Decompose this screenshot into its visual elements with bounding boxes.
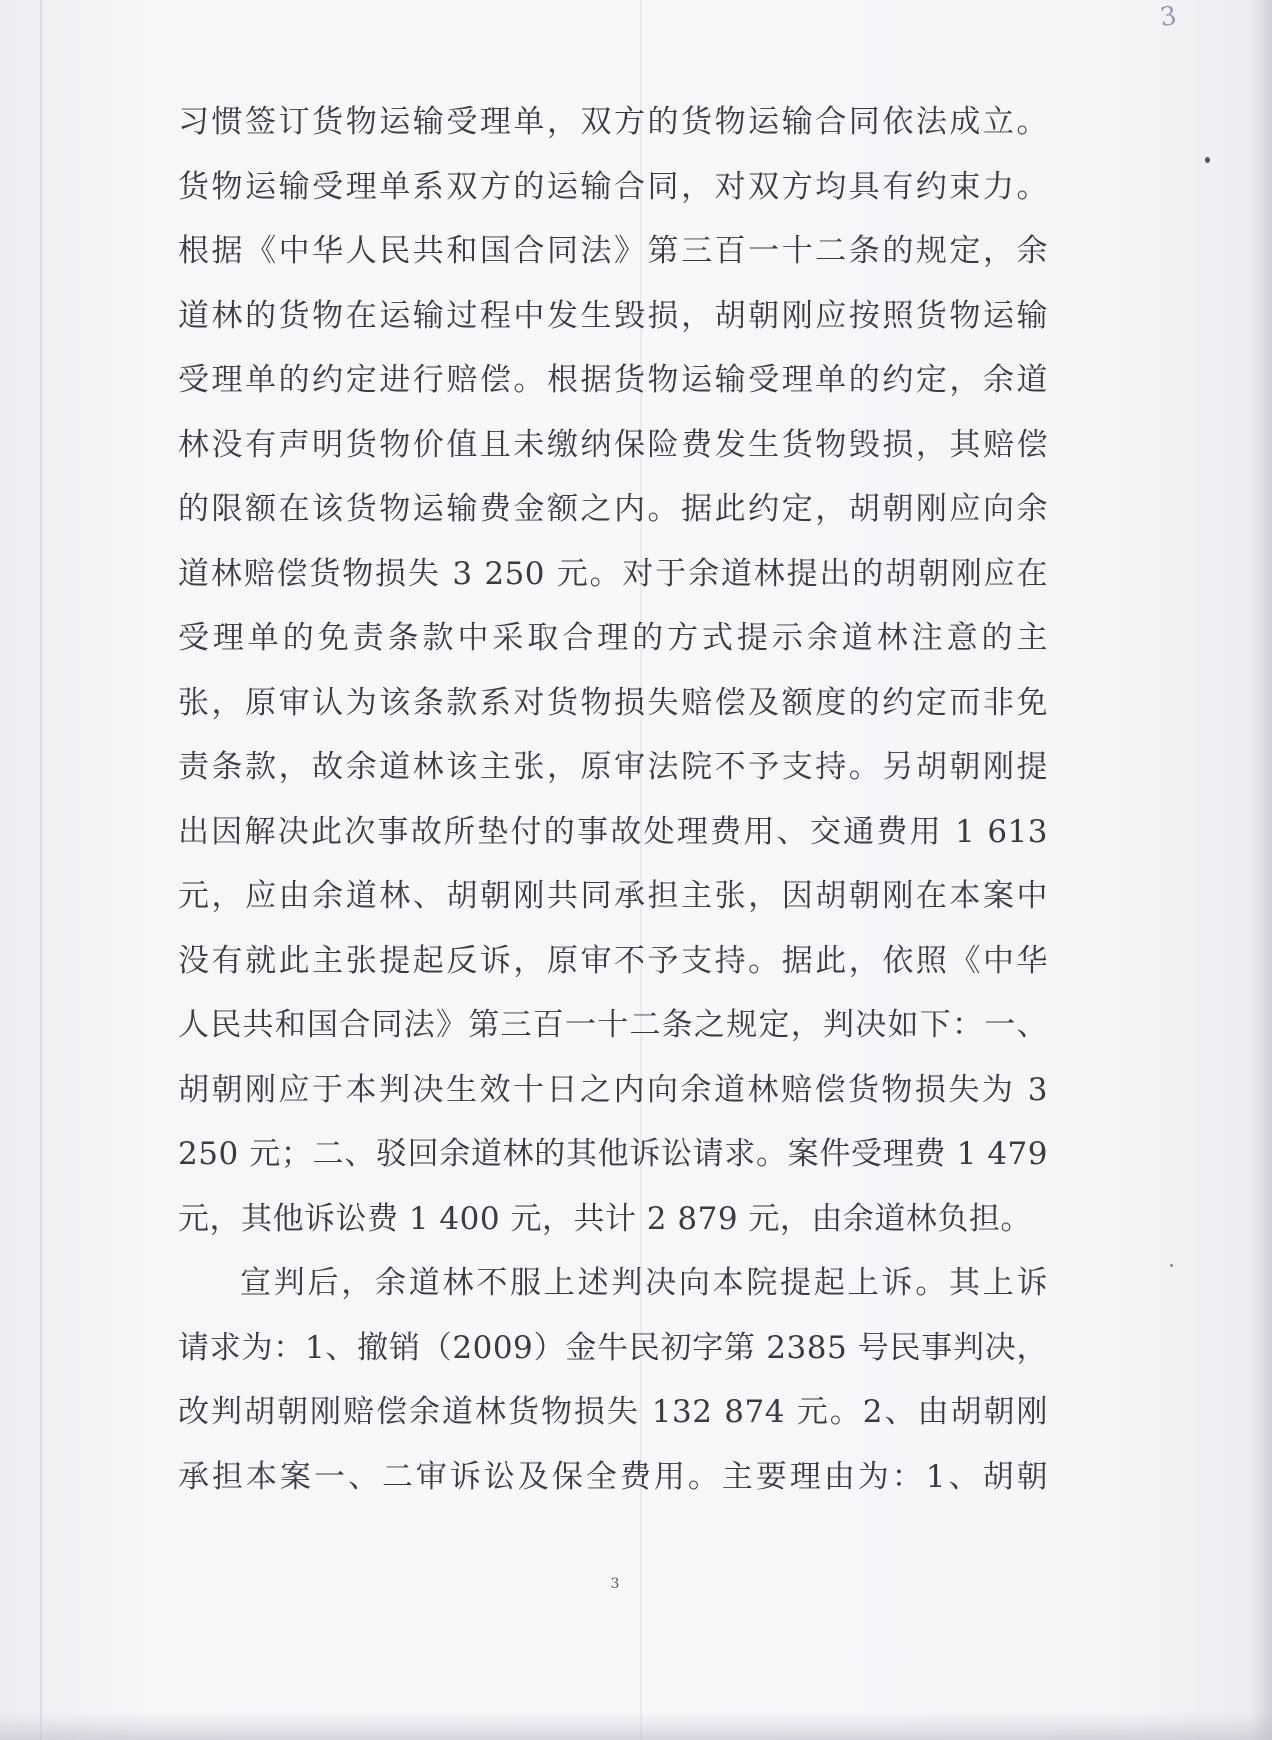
text-line: 道林赔偿货物损失 3 250 元。对于余道林提出的胡朝刚应在 bbox=[178, 555, 1048, 592]
text-line: 受理单的免责条款中采取合理的方式提示余道林注意的主 bbox=[178, 620, 1048, 656]
text-line: 250 元；二、驳回余道林的其他诉讼请求。案件受理费 1 479 bbox=[178, 1136, 1048, 1172]
text-line: 张，原审认为该条款系对货物损失赔偿及额度的约定而非免 bbox=[178, 684, 1048, 721]
text-line: 货物运输受理单系双方的运输合同，对双方均具有约束力。 bbox=[178, 168, 1048, 205]
scan-speck bbox=[1170, 1264, 1173, 1267]
page-bottom-shade bbox=[0, 1712, 1272, 1740]
text-line: 承担本案一、二审诉讼及保全费用。主要理由为：1、胡朝 bbox=[178, 1458, 1048, 1495]
text-line: 责条款，故余道林该主张，原审法院不予支持。另胡朝刚提 bbox=[178, 749, 1048, 785]
text-line: 林没有声明货物价值且未缴纳保险费发生货物毁损，其赔偿 bbox=[178, 426, 1048, 463]
text-line: 请求为：1、撤销（2009）金牛民初字第 2385 号民事判决， bbox=[178, 1329, 1048, 1366]
text-line: 改判胡朝刚赔偿余道林货物损失 132 874 元。2、由胡朝刚 bbox=[178, 1394, 1048, 1430]
text-line: 宣判后，余道林不服上述判决向本院提起上诉。其上诉 bbox=[240, 1265, 1048, 1301]
text-line: 元，应由余道林、胡朝刚共同承担主张，因胡朝刚在本案中 bbox=[178, 878, 1048, 914]
page-number: 3 bbox=[610, 1576, 620, 1592]
text-line: 没有就此主张提起反诉，原审不予支持。据此，依照《中华 bbox=[178, 942, 1048, 979]
scan-speck bbox=[1205, 157, 1210, 163]
paper-fold-left bbox=[40, 0, 42, 1740]
text-line: 元，其他诉讼费 1 400 元，共计 2 879 元，由余道林负担。 bbox=[178, 1200, 1032, 1237]
text-line: 人民共和国合同法》第三百一十二条之规定，判决如下：一、 bbox=[178, 1007, 1048, 1043]
document-body-text bbox=[178, 90, 1048, 1509]
text-line: 受理单的约定进行赔偿。根据货物运输受理单的约定，余道 bbox=[178, 362, 1048, 398]
text-line: 道林的货物在运输过程中发生毁损，胡朝刚应按照货物运输 bbox=[178, 297, 1048, 334]
text-line: 的限额在该货物运输费金额之内。据此约定，胡朝刚应向余 bbox=[178, 491, 1048, 527]
text-line: 根据《中华人民共和国合同法》第三百一十二条的规定，余 bbox=[178, 233, 1048, 269]
text-line: 胡朝刚应于本判决生效十日之内向余道林赔偿货物损失为 3 bbox=[178, 1071, 1048, 1108]
text-line: 习惯签订货物运输受理单，双方的货物运输合同依法成立。 bbox=[178, 104, 1048, 140]
text-line: 出因解决此次事故所垫付的事故处理费用、交通费用 1 613 bbox=[178, 813, 1048, 850]
page-edge-shadow bbox=[1250, 0, 1272, 1740]
handwritten-page-mark: 3 bbox=[1157, 0, 1179, 34]
